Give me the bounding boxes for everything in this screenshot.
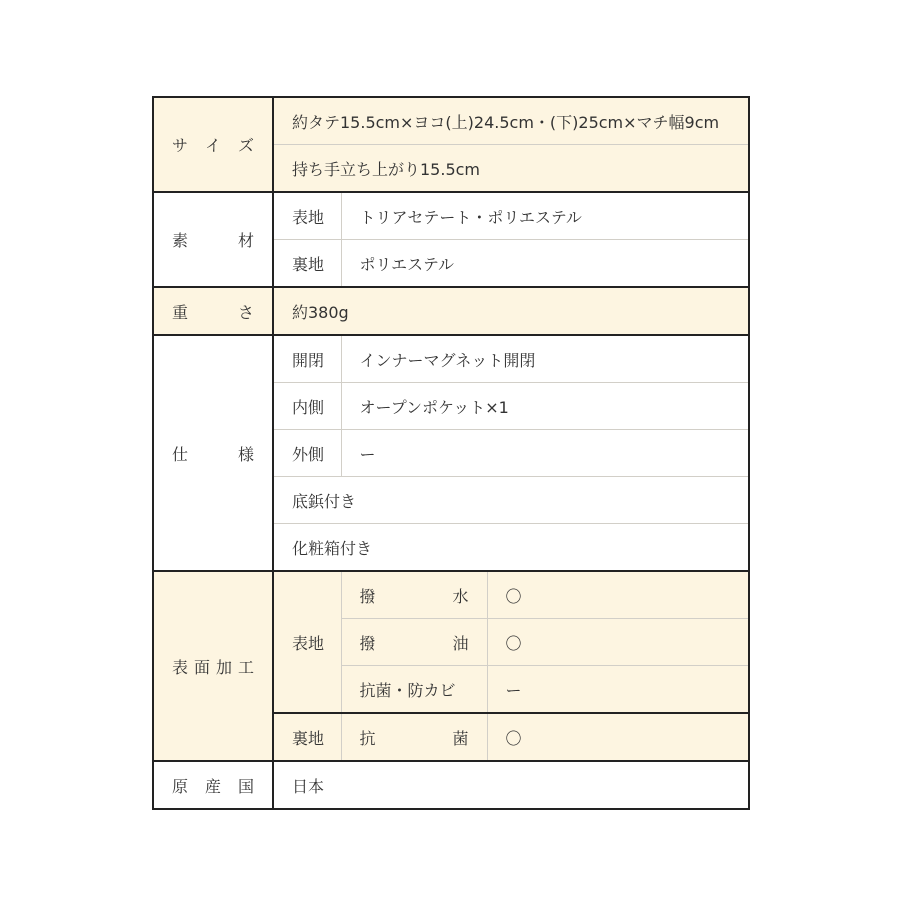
weight-header: [153, 287, 273, 335]
origin-header: [153, 761, 273, 809]
size-header-char: ズ: [237, 136, 254, 155]
spec-inner-value: オープンポケット×1: [341, 383, 749, 430]
size-header-char: サ: [172, 136, 189, 155]
spec-header-char: 様: [237, 444, 254, 464]
weight-header-char: 重: [172, 302, 189, 322]
finish-antibac-char: 抗: [359, 728, 376, 748]
size-header-char: イ: [204, 136, 221, 155]
origin-row: [153, 761, 749, 809]
finish-row: [153, 571, 749, 619]
size-dimensions: 約タテ15.5cm×ヨコ(上)24.5cm・(下)25cm×マチ幅9cm: [273, 97, 749, 145]
spec-header: [153, 335, 273, 571]
finish-outer-label: 表地: [273, 571, 341, 713]
finish-water-value: 〇: [487, 571, 749, 619]
size-row: [153, 97, 749, 145]
spec-outer-value: ー: [341, 430, 749, 477]
finish-oil-char: 油: [452, 633, 469, 653]
finish-header-char: 表: [172, 657, 189, 677]
size-handle-drop: 持ち手立ち上がり15.5cm: [273, 145, 749, 193]
finish-header-char: 工: [237, 657, 254, 677]
material-outer-label: 表地: [273, 192, 341, 240]
material-header-char: 素: [172, 231, 189, 250]
finish-oil-value: 〇: [487, 619, 749, 666]
finish-header-char: 加: [215, 657, 232, 677]
spec-box: 化粧箱付き: [273, 524, 749, 572]
finish-water-char: 水: [452, 586, 469, 606]
material-lining-label: 裏地: [273, 240, 341, 288]
finish-antibac-label: [341, 713, 487, 761]
weight-value: 約380g: [273, 287, 749, 335]
origin-header-char: 産: [204, 776, 221, 796]
spec-inner-label: 内側: [273, 383, 341, 430]
origin-value: 日本: [292, 776, 325, 796]
finish-oil-char: 撥: [359, 633, 376, 653]
weight-row: [153, 287, 749, 335]
finish-antibac-char: 菌: [452, 728, 469, 748]
material-header-char: 材: [237, 231, 254, 250]
finish-water-label: [341, 571, 487, 619]
material-header: [153, 192, 273, 287]
material-row: [153, 192, 749, 240]
material-outer-value: トリアセテート・ポリエステル: [341, 192, 749, 240]
origin-header-char: 国: [237, 776, 254, 796]
finish-water-char: 撥: [359, 586, 376, 606]
spec-header-char: 仕: [172, 444, 189, 464]
size-header: [153, 97, 273, 192]
finish-lining-label: 裏地: [273, 713, 341, 761]
finish-header-char: 面: [193, 657, 210, 677]
spec-closure-label: 開閉: [273, 335, 341, 383]
finish-antibac-mold-label: 抗菌・防カビ: [341, 666, 487, 714]
spec-feet: 底鋲付き: [273, 477, 749, 524]
material-lining-value: ポリエステル: [341, 240, 749, 288]
finish-header: [153, 571, 273, 761]
finish-antibac-value: 〇: [487, 713, 749, 761]
finish-antibac-mold-value: ー: [487, 666, 749, 714]
spec-row: [153, 335, 749, 383]
product-spec-table: [152, 96, 750, 810]
spec-closure-value: インナーマグネット開閉: [341, 335, 749, 383]
spec-outer-label: 外側: [273, 430, 341, 477]
weight-header-char: さ: [237, 302, 254, 322]
finish-oil-label: [341, 619, 487, 666]
origin-header-char: 原: [172, 776, 189, 796]
